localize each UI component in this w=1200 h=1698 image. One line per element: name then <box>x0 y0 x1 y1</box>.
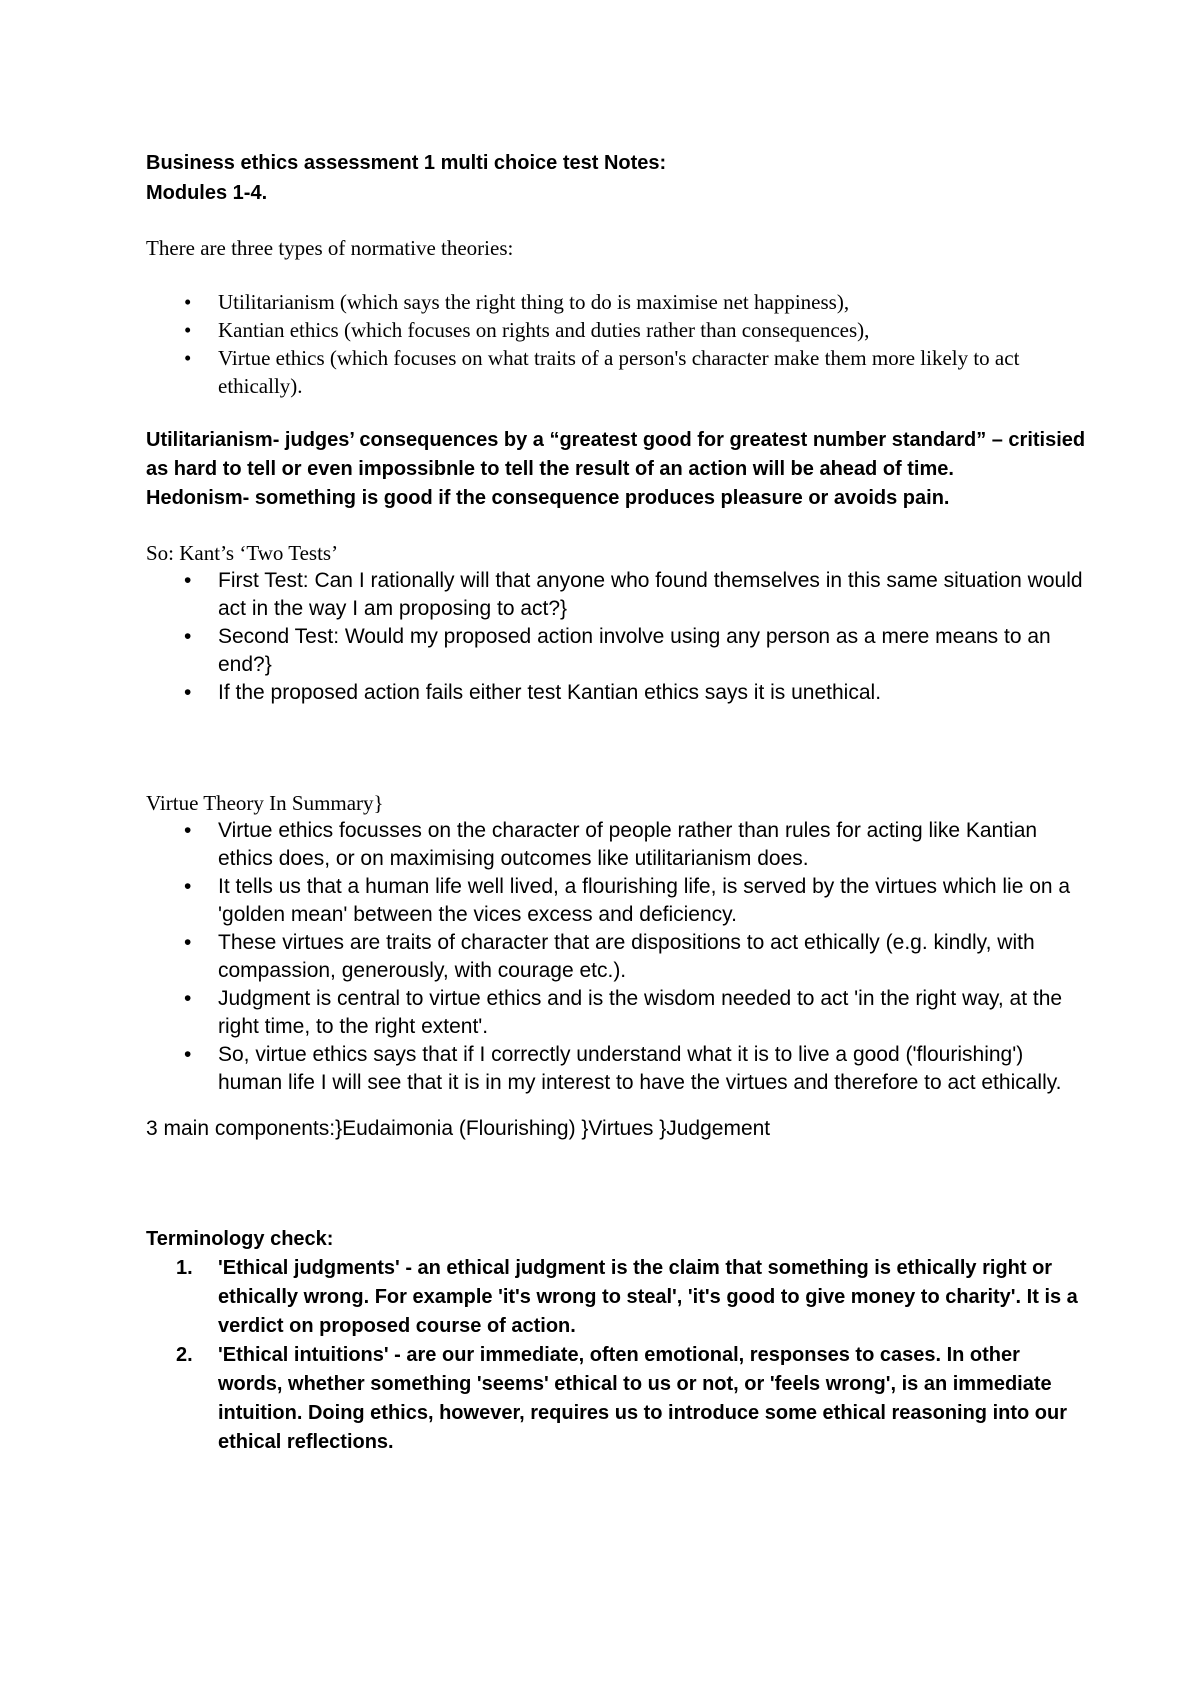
bullet-icon: • <box>184 625 192 648</box>
hedonism-definition: Hedonism- something is good if the consequence produces pleasure or avoids pain. <box>146 487 950 509</box>
list-item: • So, virtue ethics says that if I correctly understand what it is to live a good ('flourishing') human life I will see that it is in my interest to have the virtues and therefore to act ethically. <box>184 1043 1062 1094</box>
list-item: • First Test: Can I rationally will that anyone who found themselves in this same situation would act in the way I am proposing to act?} <box>184 569 1083 620</box>
list-item: • Virtue ethics (which focuses on what traits of a person's character make them more likely to act ethically). <box>184 346 1020 398</box>
list-item: • It tells us that a human life well lived, a flourishing life, is served by the virtues which lie on a 'golden mean' between the vices excess and deficiency. <box>184 875 1071 926</box>
bullet-icon: • <box>184 569 192 592</box>
bullet-icon: • <box>184 875 192 898</box>
virtue-list <box>146 817 1086 1097</box>
item-number: 1. <box>176 1257 193 1279</box>
bullet-icon: • <box>184 987 192 1010</box>
list-item: • If the proposed action fails either test Kantian ethics says it is unethical. <box>146 679 1086 707</box>
terminology-list <box>146 1254 1086 1457</box>
virtue-section-title: Virtue Theory In Summary} <box>146 791 384 815</box>
item-number: 2. <box>176 1344 193 1366</box>
bullet-icon: • <box>184 318 192 342</box>
normative-list <box>146 288 1086 400</box>
bullet-icon: • <box>184 681 192 704</box>
list-item: • Kantian ethics (which focuses on rights and duties rather than consequences), <box>184 318 870 342</box>
list-item: • Virtue ethics focusses on the character of people rather than rules for acting like Kantian ethics does, or on maximising outcomes like utilitarianism does. <box>184 819 1038 870</box>
terminology-title: Terminology check: <box>146 1228 334 1250</box>
document-title: Business ethics assessment 1 multi choice test Notes: <box>146 152 667 174</box>
bullet-icon: • <box>184 346 192 370</box>
document-subtitle: Modules 1-4. <box>146 182 268 204</box>
list-item: 1. 'Ethical judgments' - an ethical judgment is the claim that something is ethically right or ethically wrong. For example 'it's wrong to steal', 'it's good to give money to charity'. It is a verdict on proposed course of action. <box>146 1254 1086 1341</box>
kant-list <box>146 567 1086 707</box>
bullet-icon: • <box>184 819 192 842</box>
bullet-icon: • <box>184 1043 192 1066</box>
list-item: • These virtues are traits of character that are dispositions to act ethically (e.g. kindly, with compassion, generously, with courage etc.). <box>184 931 1035 982</box>
list-item: • Second Test: Would my proposed action involve using any person as a mere means to an end?} <box>184 625 1051 676</box>
utilitarianism-definition: Utilitarianism- judges’ consequences by a “greatest good for greatest number standard” – critisied as hard to tell or even impossibnle to tell the result of an action will be ahead of time. <box>146 429 1086 480</box>
kant-section-title: So: Kant’s ‘Two Tests’ <box>146 541 339 565</box>
document-body <box>146 148 1086 1457</box>
virtue-components: 3 main components:}Eudaimonia (Flourishing) }Virtues }Judgement <box>146 1117 771 1140</box>
list-item: • Judgment is central to virtue ethics and is the wisdom needed to act 'in the right way, at the right time, to the right extent'. <box>184 987 1063 1038</box>
bullet-icon: • <box>184 931 192 954</box>
list-item: 2. 'Ethical intuitions' - are our immediate, often emotional, responses to cases. In other words, whether something 'seems' ethical to us or not, or 'feels wrong', is an immediate intuition. Doing ethics, however, requires us to introduce some ethical reasoning into our ethical reflections. <box>146 1341 1086 1457</box>
list-item: • Utilitarianism (which says the right thing to do is maximise net happiness), <box>184 290 850 314</box>
bullet-icon: • <box>184 290 192 314</box>
normative-intro: There are three types of normative theories: <box>146 236 514 260</box>
